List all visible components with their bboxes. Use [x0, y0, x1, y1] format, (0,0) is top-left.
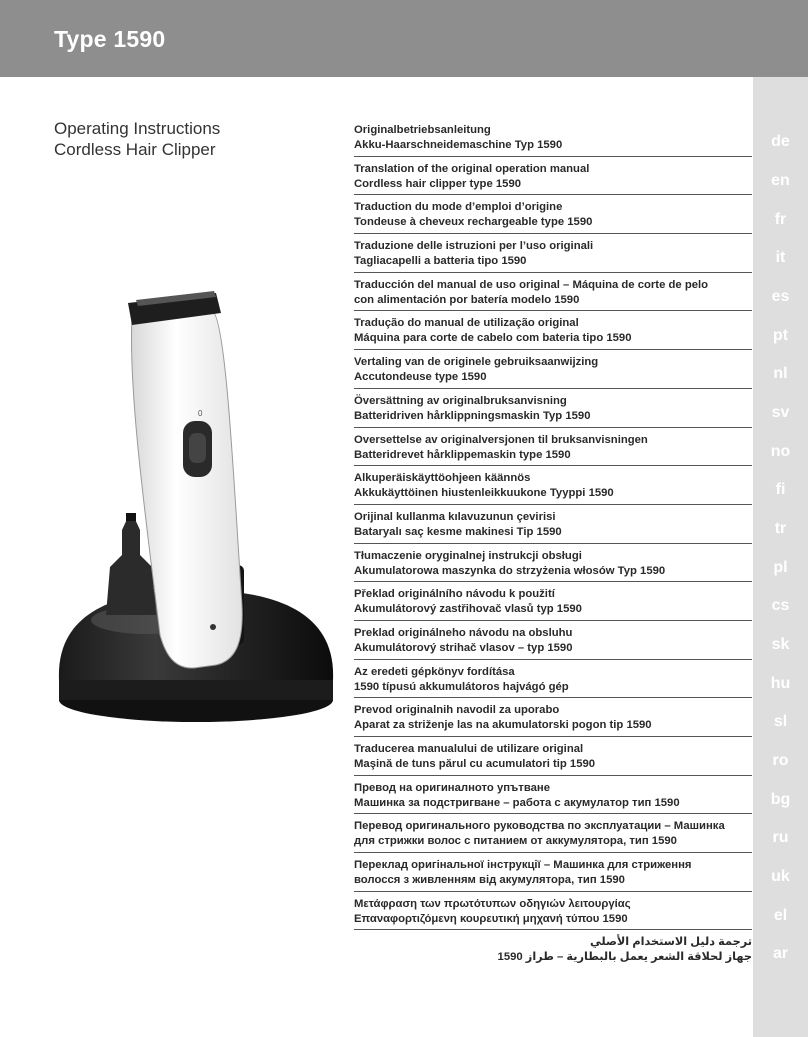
entry-line-2: Akkukäyttöinen hiustenleikkuukone Tyyppi 1590 — [354, 487, 614, 500]
entry-line-2: для стрижки волос с питанием от аккумулятора, тип 1590 — [354, 835, 677, 848]
lang-code-no: no — [770, 443, 791, 460]
list-item — [354, 544, 752, 583]
oil-bottle-cap — [126, 513, 136, 521]
entry-line-1: Alkuperäiskäyttöohjeen käännös — [354, 472, 531, 485]
entry-line-1: Překlad originálního návodu k použití — [354, 588, 555, 601]
entry-line-1: Preklad originálneho návodu na obsluhu — [354, 626, 573, 639]
list-item — [354, 505, 752, 544]
list-item — [354, 466, 752, 505]
entry-line-1: Traduction du mode d’emploi d’origine — [354, 201, 563, 214]
entry-line-2: Akku-Haarschneidemaschine Typ 1590 — [354, 139, 563, 151]
entry-line-2: Maşină de tuns părul cu acumulatori tip 1590 — [354, 758, 596, 770]
list-item — [354, 428, 752, 467]
lang-code-ru: ru — [772, 829, 789, 846]
switch-zero-label: 0 — [198, 409, 203, 418]
list-item — [354, 698, 752, 737]
entry-line-1: Tradução do manual de utilização original — [354, 317, 579, 330]
lang-code-it: it — [775, 249, 786, 266]
entry-line-1: Az eredeti gépkönyv fordítása — [354, 665, 515, 678]
entry-line-2: Машинка за подстригване – работа с акумулатор тип 1590 — [354, 796, 680, 809]
lang-code-cs: cs — [771, 597, 790, 614]
lang-code-hu: hu — [770, 675, 791, 692]
translation-list — [354, 118, 752, 969]
list-item — [354, 273, 752, 312]
entry-line-2: Επαναφορτιζόμενη κουρευτική μηχανή τύπου 1590 — [354, 912, 628, 925]
entry-line-1: Originalbetriebsanleitung — [354, 124, 491, 136]
heading-line-2: Cordless Hair Clipper — [54, 140, 216, 159]
list-item — [354, 195, 752, 234]
list-item — [354, 350, 752, 389]
lang-code-ar: ar — [772, 945, 789, 962]
list-item — [354, 737, 752, 776]
entry-line-2: Accutondeuse type 1590 — [354, 371, 487, 384]
lang-code-fr: fr — [774, 211, 787, 228]
entry-line-2: جهاز لحلاقة الشعر يعمل بالبطارية – طراز 1590 — [497, 951, 752, 964]
list-item — [354, 892, 752, 931]
entry-line-2: Batteridrevet hårklippemaskin type 1590 — [354, 448, 571, 461]
entry-line-1: Översättning av originalbruksanvisning — [354, 394, 567, 407]
entry-line-1: Prevod originalnih navodil za uporabo — [354, 704, 560, 717]
list-item — [354, 582, 752, 621]
lang-code-pt: pt — [772, 327, 789, 344]
entry-line-1: Перевод оригинального руководства по эксплуатации – Машинка — [354, 820, 725, 833]
list-item — [354, 389, 752, 428]
entry-line-1: Μετάφραση των πρωτότυπων οδηγιών λειτουργίας — [354, 897, 631, 910]
list-item — [354, 311, 752, 350]
hair-clipper-image — [56, 285, 336, 725]
lang-code-tr: tr — [774, 520, 787, 537]
entry-line-1: ترجمة دليل الاستخدام الأصلي — [589, 936, 752, 949]
list-item — [354, 118, 752, 157]
entry-line-1: Tłumaczenie oryginalnej instrukcji obsługi — [354, 549, 582, 562]
entry-line-2: Tagliacapelli a batteria tipo 1590 — [354, 255, 527, 268]
list-item — [354, 621, 752, 660]
entry-line-1: Orijinal kullanma kılavuzunun çevirisi — [354, 510, 556, 523]
charge-indicator-led — [210, 624, 216, 630]
lang-code-es: es — [771, 288, 790, 305]
list-item — [354, 930, 752, 969]
entry-line-2: Akumulatorowa maszynka do strzyżenia włosów Typ 1590 — [354, 564, 666, 577]
entry-line-1: Traducción del manual de uso original – Máquina de corte de pelo — [354, 278, 709, 291]
lang-code-sv: sv — [771, 404, 790, 421]
list-item — [354, 660, 752, 699]
lang-code-de: de — [771, 133, 790, 150]
lang-code-ro: ro — [772, 752, 789, 769]
page-title: Type 1590 — [54, 26, 166, 52]
entry-line-2: Akumulátorový zastřihovač vlasů typ 1590 — [354, 603, 582, 616]
entry-line-2: волосся з живленням від акумулятора, тип 1590 — [354, 874, 625, 887]
entry-line-1: Превод на оригиналното упътване — [354, 781, 551, 794]
entry-line-2: Máquina para corte de cabelo com bateria tipo 1590 — [354, 332, 632, 345]
lang-code-nl: nl — [773, 365, 788, 382]
list-item — [354, 853, 752, 892]
list-item — [354, 814, 752, 853]
heading-line-1: Operating Instructions — [54, 119, 221, 138]
list-item — [354, 157, 752, 196]
list-item — [354, 234, 752, 273]
document-heading — [54, 118, 220, 160]
lang-code-el: el — [773, 907, 788, 924]
entry-line-2: Bataryalı saç kesme makinesi Tip 1590 — [354, 525, 562, 538]
lang-code-sl: sl — [773, 713, 788, 730]
entry-line-1: Traduzione delle istruzioni per l’uso originali — [354, 240, 594, 253]
entry-line-2: con alimentación por batería modelo 1590 — [354, 293, 580, 306]
entry-line-1: Translation of the original operation manual — [354, 162, 590, 175]
page-header — [0, 0, 808, 77]
entry-line-2: Batteridriven hårklippningsmaskin Typ 1590 — [354, 409, 591, 422]
entry-line-1: Vertaling van de originele gebruiksaanwijzing — [354, 356, 599, 369]
lang-code-uk: uk — [771, 868, 790, 885]
entry-line-2: Aparat za striženje las na akumulatorski pogon tip 1590 — [354, 719, 652, 732]
power-switch-grip — [189, 433, 206, 463]
lang-code-fi: fi — [775, 481, 786, 498]
entry-line-1: Переклад оригінальної інструкції – Машинка для стриження — [354, 859, 692, 872]
language-sidebar — [753, 77, 808, 1037]
lang-code-pl: pl — [773, 559, 788, 576]
entry-line-2: 1590 típusú akkumulátoros hajvágó gép — [354, 680, 569, 693]
lang-code-en: en — [771, 172, 790, 189]
lang-code-bg: bg — [770, 791, 791, 808]
entry-line-1: Traducerea manualului de utilizare original — [354, 743, 584, 755]
lang-code-sk: sk — [771, 636, 790, 653]
entry-line-2: Akumulátorový strihač vlasov – typ 1590 — [354, 641, 573, 654]
entry-line-1: Oversettelse av originalversjonen til bruksanvisningen — [354, 433, 648, 446]
entry-line-2: Tondeuse à cheveux rechargeable type 1590 — [354, 216, 593, 229]
entry-line-2: Cordless hair clipper type 1590 — [354, 177, 522, 190]
list-item — [354, 776, 752, 815]
